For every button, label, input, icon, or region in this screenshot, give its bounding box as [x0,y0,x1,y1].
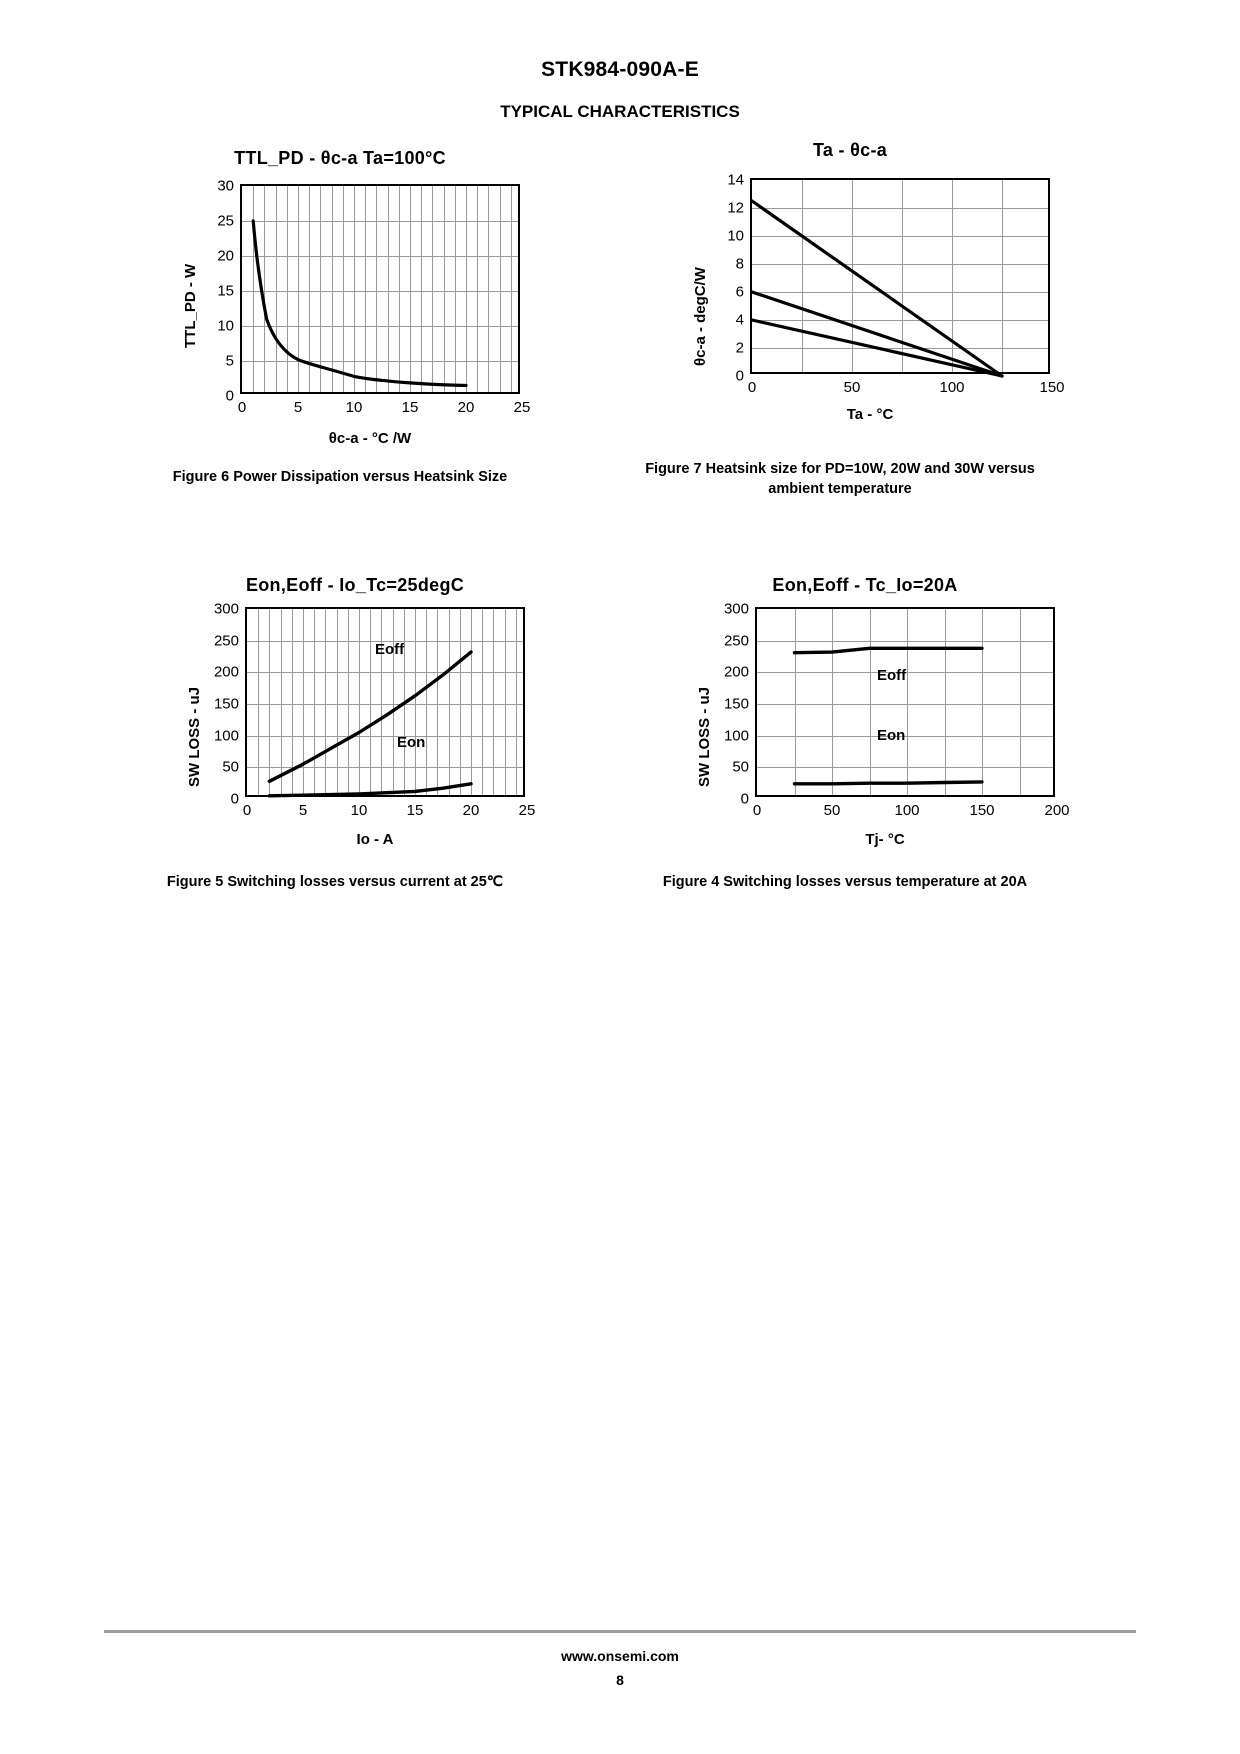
y-tick: 0 [230,790,239,808]
x-tick: 10 [350,802,368,819]
y-tick: 8 [735,255,744,273]
plot-area [217,177,531,416]
y-tick: 0 [225,387,234,405]
page-subtitle: TYPICAL CHARACTERISTICS [500,102,740,121]
x-tick: 150 [969,802,995,819]
series-pd-10w [752,201,1002,376]
y-tick: 50 [222,758,239,776]
y-tick: 14 [727,171,744,189]
y-tick: 15 [217,282,234,300]
series-label-eoff: Eoff [375,641,405,658]
y-tick: 300 [723,600,749,618]
chart-title: TTL_PD - θc-a Ta=100°C [234,148,446,168]
plot-area [723,600,1070,819]
x-tick: 5 [293,399,303,416]
footer-divider [104,1630,1136,1633]
x-tick: 150 [1039,379,1065,396]
series-eoff [269,652,471,781]
figure-7-block [600,140,1080,499]
figure-6-block [100,148,580,488]
x-tick: 50 [843,379,861,396]
y-tick: 20 [217,247,234,265]
y-tick: 200 [213,663,239,681]
y-tick: 50 [732,758,749,776]
y-tick: 100 [723,727,749,745]
x-tick: 25 [513,399,531,416]
series-ttl-pd [242,186,522,396]
figure-5-block [90,575,580,893]
y-axis-label: θc-a - degC/W [692,267,709,366]
page-title: STK984-090A-E [541,58,699,81]
series-label-eon: Eon [877,727,906,744]
x-axis-label: Ta - °C [846,406,894,423]
footer-page-number: 8 [616,1672,624,1688]
y-tick: 0 [740,790,749,808]
y-tick: 150 [723,695,749,713]
x-axis-label: Tj- °C [865,831,905,848]
y-tick: 10 [727,227,744,245]
x-tick: 0 [242,802,252,819]
series-eon [269,784,471,796]
x-tick: 100 [894,802,920,819]
x-tick: 100 [939,379,965,396]
y-tick: 100 [213,727,239,745]
y-tick: 150 [213,695,239,713]
plot-area [727,171,1065,396]
series-group-heatsink [752,180,1052,376]
series-group-sw-loss-io [247,609,527,799]
figure-caption: Figure 4 Switching losses versus temperature at 20A [662,874,1028,890]
figure-caption: Figure 7 Heatsink size for PD=10W, 20W and 30W versus ambient temperature [645,461,1035,497]
x-tick: 15 [401,399,419,416]
chart-eon-eoff-tj [600,575,1090,855]
figure-caption: Figure 5 Switching losses versus current at 25℃ [166,874,504,890]
x-tick: 0 [237,399,247,416]
y-tick: 4 [735,311,744,329]
chart-ta-theta [600,140,1080,450]
chart-eon-eoff-io [90,575,580,855]
series-eoff [795,648,983,652]
y-tick: 30 [217,177,234,195]
y-tick: 5 [225,352,234,370]
x-tick: 25 [518,802,536,819]
x-tick: 20 [457,399,475,416]
y-tick: 10 [217,317,234,335]
y-tick: 300 [213,600,239,618]
y-tick: 0 [735,367,744,385]
x-tick: 0 [752,802,762,819]
x-tick: 200 [1044,802,1070,819]
series-group-sw-loss-tj [757,609,1057,799]
plot-area [213,600,536,819]
series-pd-20w [752,292,1002,376]
x-tick: 10 [345,399,363,416]
y-axis-label: SW LOSS - uJ [696,686,713,787]
y-axis-label: SW LOSS - uJ [186,686,203,787]
chart-title: Eon,Eoff - Io_Tc=25degC [245,575,465,595]
y-tick: 250 [723,632,749,650]
figure-4-block [600,575,1090,893]
x-tick: 15 [406,802,424,819]
series-eon [795,782,983,784]
figure-caption: Figure 6 Power Dissipation versus Heatsink Size [172,469,508,485]
chart-title: Ta - θc-a [812,140,888,160]
series-label-eoff: Eoff [877,667,907,684]
y-tick: 200 [723,663,749,681]
y-axis-label: TTL_PD - W [182,263,199,348]
chart-title: Eon,Eoff - Tc_Io=20A [772,575,958,595]
series-label-eon: Eon [397,734,426,751]
chart-ttl-pd [100,148,580,448]
x-tick: 20 [462,802,480,819]
x-tick: 50 [823,802,841,819]
y-tick: 25 [217,212,234,230]
x-tick: 0 [747,379,757,396]
y-tick: 6 [735,283,744,301]
footer-website-link[interactable]: www.onsemi.com [561,1648,679,1664]
y-tick: 12 [727,199,744,217]
y-tick: 250 [213,632,239,650]
x-axis-label: θc-a - °C /W [328,430,412,447]
x-axis-label: Io - A [356,831,394,848]
y-tick: 2 [735,339,744,357]
x-tick: 5 [298,802,308,819]
